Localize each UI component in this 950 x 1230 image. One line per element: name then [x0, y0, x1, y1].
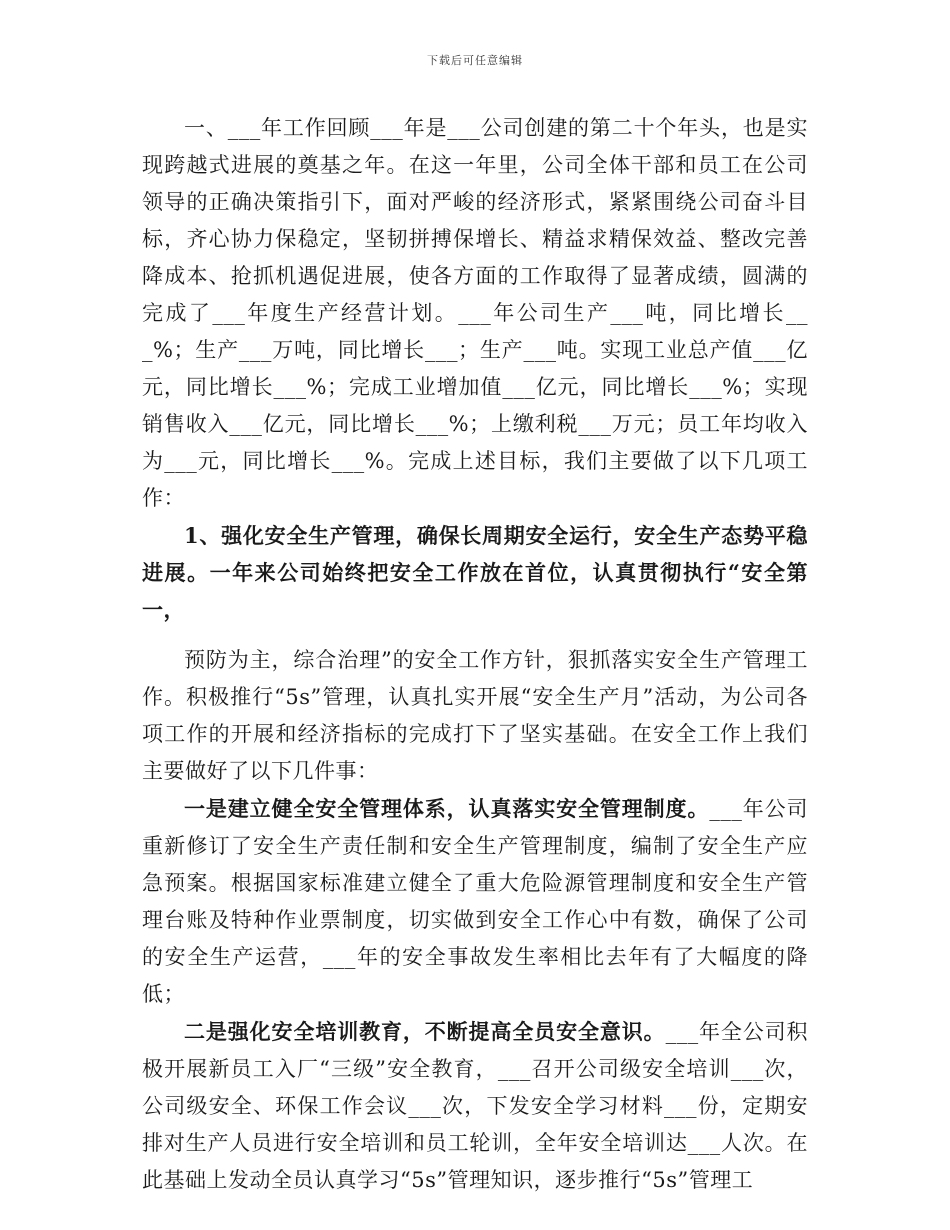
paragraph-item-two — [142, 1013, 808, 1199]
item-two-text: ___年全公司积极开展新员工入厂“三级”安全教育，___召开公司级安全培训___次，公司级安全、环保工作会议___次，下发安全学习材料___份，定期安排对生产人员进行安全培训和员工轮训，全年安全培训达___人次。在此基础上发动全员认真学习“5s”管理知识，逐步推行“5s”管理工 — [142, 1020, 809, 1192]
page-header: 下载后可任意编辑 — [427, 54, 523, 67]
item-two-lead: 二是强化安全培训教育，不断提高全员安全意识。 — [184, 1019, 666, 1044]
paragraph-safety-policy: 预防为主，综合治理”的安全工作方针，狠抓落实安全生产管理工作。积极推行“5s”管理，认真扎实开展“安全生产月”活动，为公司各项工作的开展和经济指标的完成打下了坚实基础。在安全工作上我们主要做好了以下几件事： — [142, 648, 808, 783]
paragraph-item-one — [142, 790, 808, 1013]
paragraph-safety-heading: 1、强化安全生产管理，确保长周期安全运行，安全生产态势平稳进展。一年来公司始终把安全工作放在首位，认真贯彻执行“安全第一， — [142, 523, 808, 622]
paragraph-review: 一、___年工作回顾___年是___公司创建的第二十个年头，也是实现跨越式进展的奠基之年。在这一年里，公司全体干部和员工在公司领导的正确决策指引下，面对严峻的经济形式，紧紧围绕公司奋斗目标，齐心协力保稳定，坚韧拼搏保增长、精益求精保效益、整改完善降成本、抢抓机遇促进展，使各方面的工作取得了显著成绩，圆满的完成了___年度生产经营计划。___年公司生产___吨，同比增长___%；生产___万吨，同比增长___；生产___吨。实现工业总产值___亿元，同比增长___%；完成工业增加值___亿元，同比增长___%；实现销售收入___亿元，同比增长___%；上缴利税___万元；员工年均收入为___元，同比增长___%。完成上述目标，我们主要做了以下几项工作： — [142, 116, 808, 510]
item-one-lead: 一是建立健全安全管理体系，认真落实安全管理制度。 — [184, 796, 710, 821]
document-body — [142, 110, 808, 1199]
item-one-text: ___年公司重新修订了安全生产责任制和安全生产管理制度，编制了安全生产应急预案。根据国家标准建立健全了重大危险源管理制度和安全生产管理台账及特种作业票制度，切实做到安全工作心中有数，确保了公司的安全生产运营，___年的安全事故发生率相比去年有了大幅度的降低； — [142, 797, 809, 1006]
